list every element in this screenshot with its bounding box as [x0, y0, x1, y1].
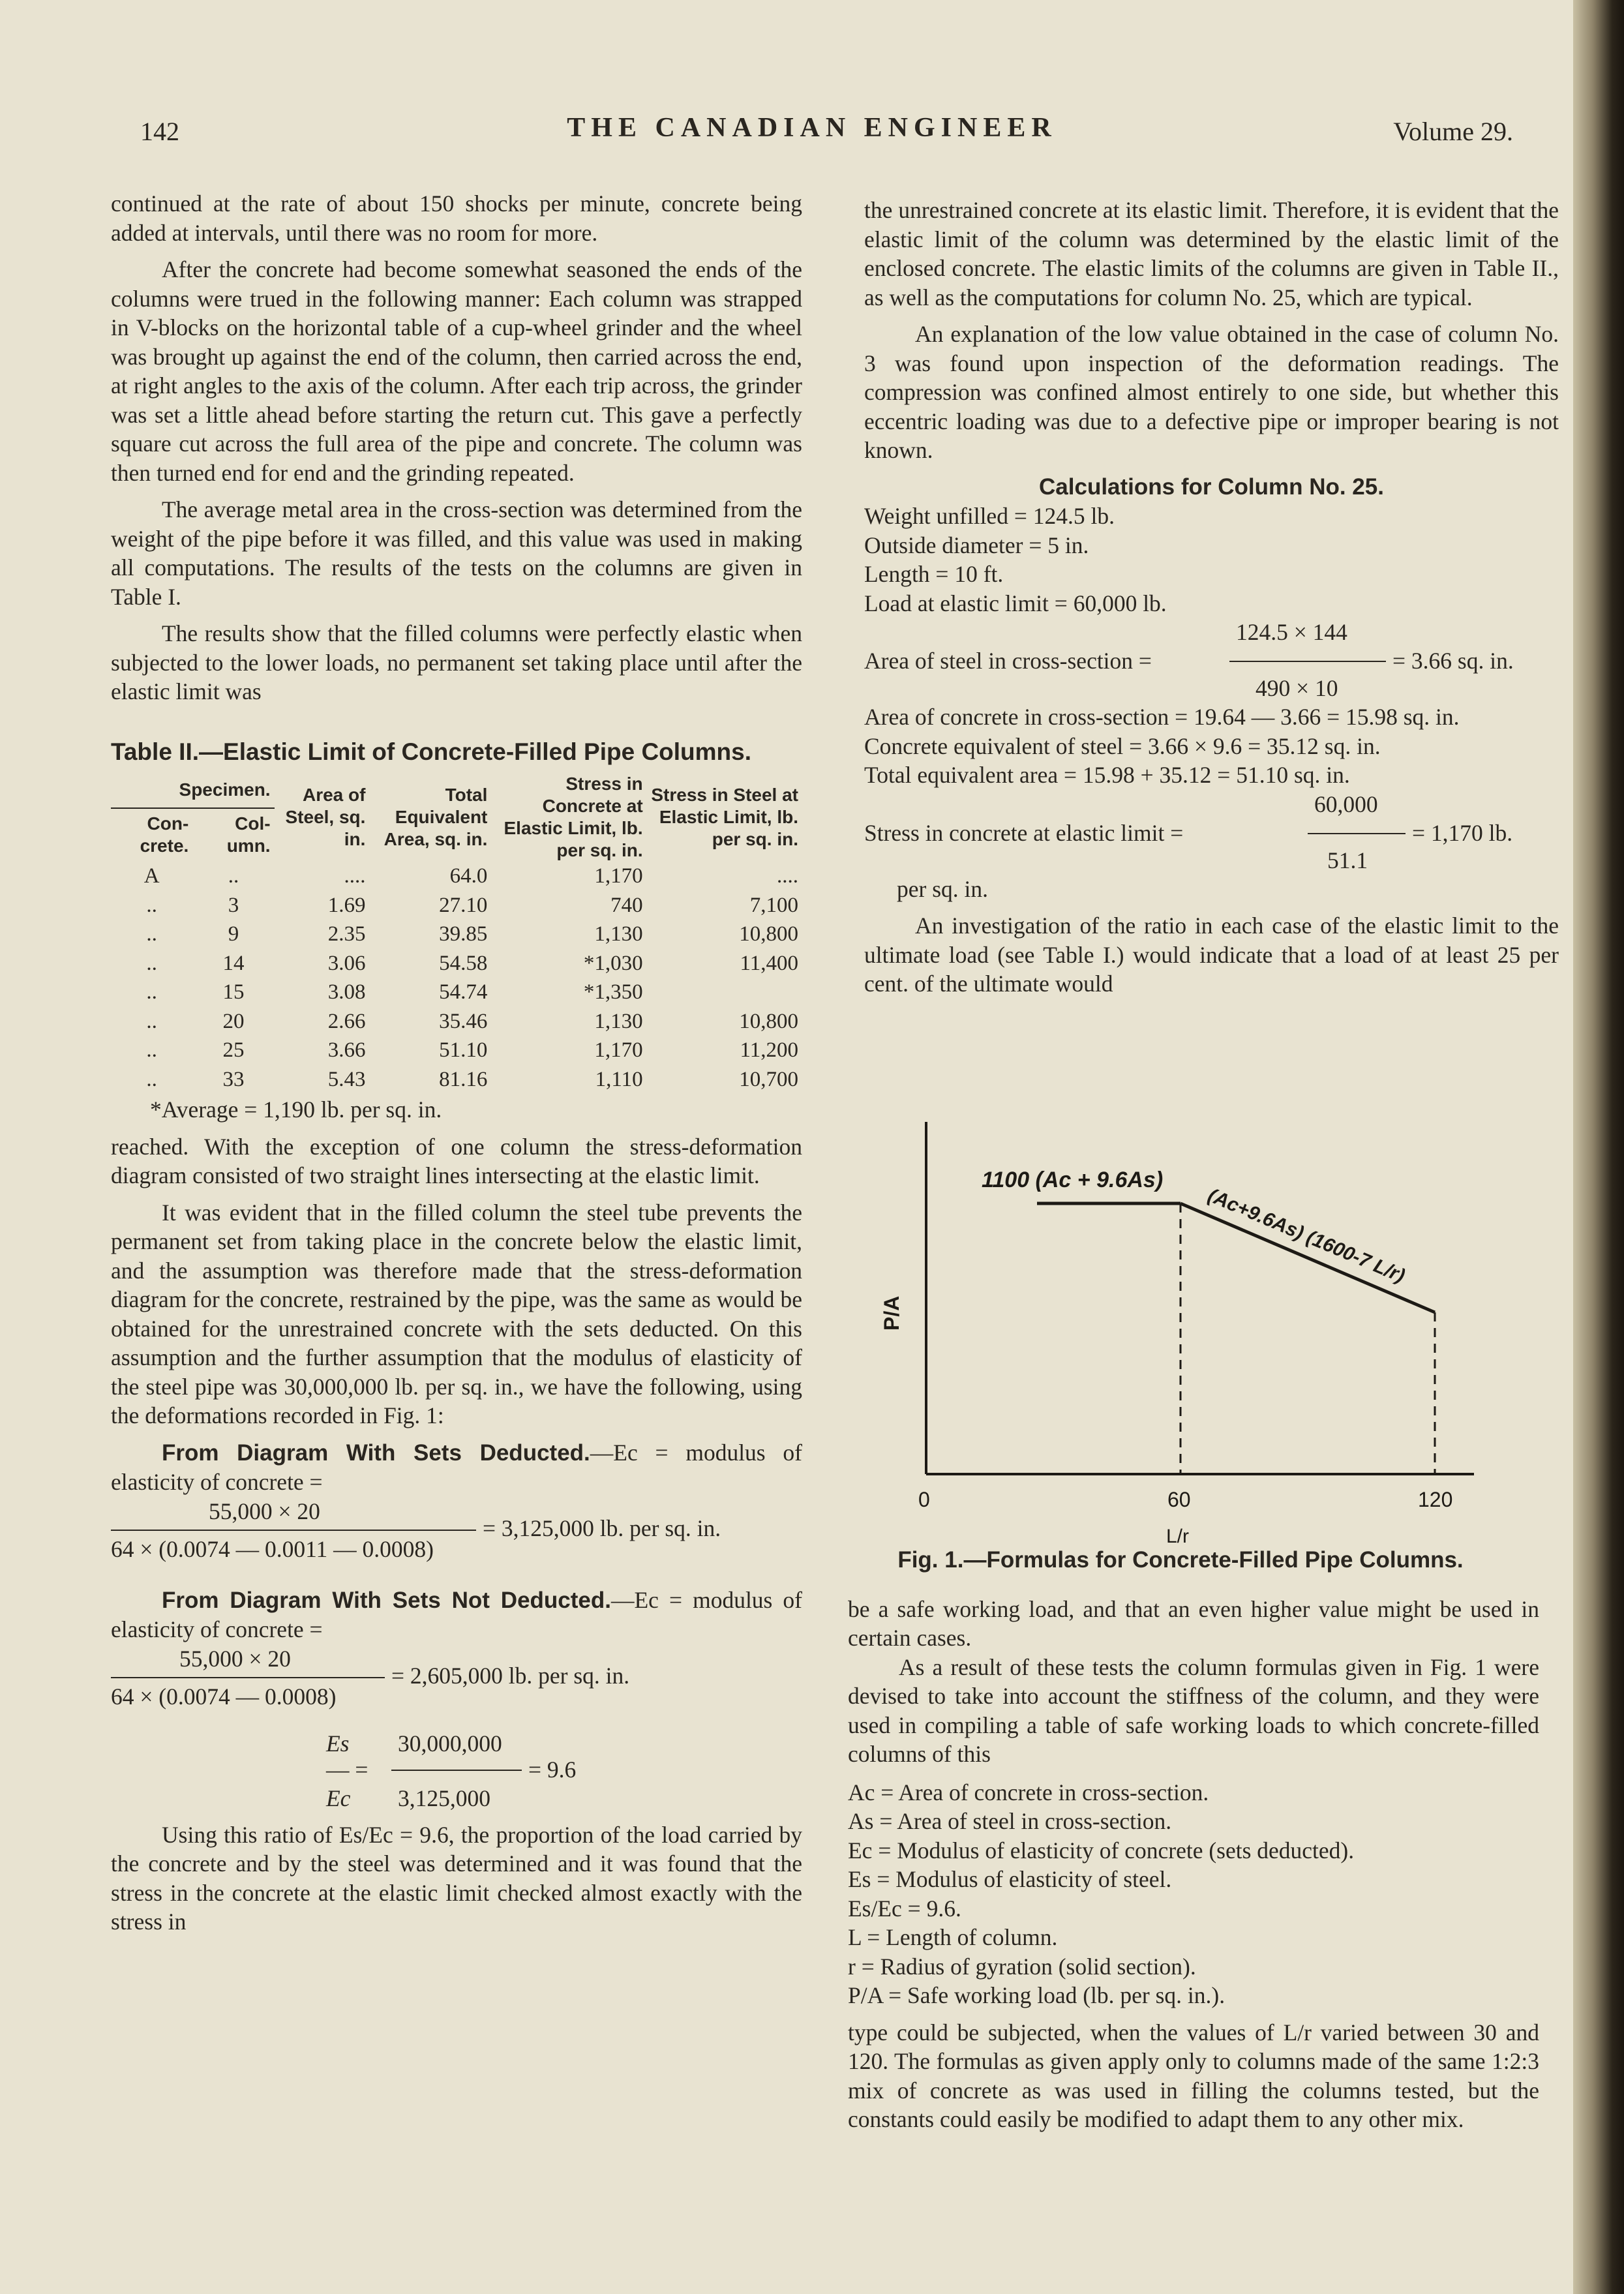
fraction-result: = 1,170 lb.	[1412, 819, 1513, 846]
definition-item: Es/Ec = 9.6.	[848, 1895, 961, 1922]
table-cell: 15	[222, 980, 245, 1004]
fraction-label: Area of steel in cross-section =	[864, 648, 1152, 674]
ratio-denominator: 3,125,000	[398, 1785, 490, 1811]
fraction-denominator: 51.1	[1327, 847, 1368, 873]
heading-text: —Ec = modulus of elasticity of concrete =	[111, 1586, 802, 1642]
calc-line: Weight unfilled = 124.5 lb.	[864, 503, 1115, 529]
definition-item: Ac = Area of concrete in cross-section.	[848, 1779, 1209, 1805]
table-cell: 1,170	[594, 864, 643, 888]
table-cell: 2.66	[327, 1009, 366, 1033]
table-cell: 81.16	[439, 1067, 488, 1091]
table-cell: 3	[228, 893, 239, 917]
calc-fraction-steel	[864, 618, 1559, 702]
fraction-denominator: 490 × 10	[1256, 675, 1338, 701]
table-cell: 1.69	[327, 893, 366, 917]
calc-line: Load at elastic limit = 60,000 lb.	[864, 590, 1167, 616]
ratio-formula	[111, 1729, 802, 1820]
table-row	[111, 862, 802, 891]
paragraph: The average metal area in the cross-section was determined from the weight of the pipe before it was filled, and this value was used in making all computations. The results of the tests on the columns are given in Table I.	[111, 496, 802, 610]
fraction-result: = 3.66 sq. in.	[1392, 648, 1514, 674]
table-cell: ..	[146, 893, 157, 917]
right-column-lower	[848, 1546, 1539, 2134]
table-row	[111, 920, 802, 949]
definition-item: r = Radius of gyration (solid section).	[848, 1953, 1196, 1980]
x-tick-60: 60	[1167, 1488, 1191, 1511]
x-tick-0: 0	[918, 1488, 930, 1511]
fraction-label: Stress in concrete at elastic limit =	[864, 819, 1184, 846]
table-cell: 740	[610, 893, 643, 917]
page-edge-shadow	[1573, 0, 1624, 2294]
table-cell: ....	[777, 864, 798, 888]
table-cell: 2.35	[327, 922, 366, 946]
table-note: *Average = 1,190 lb. per sq. in.	[150, 1096, 442, 1123]
ratio-result: = 9.6	[528, 1756, 577, 1783]
calc-title: Calculations for Column No. 25.	[1039, 474, 1384, 500]
formula-diagram	[880, 1122, 1487, 1572]
table-row	[111, 1036, 802, 1065]
x-axis-label: L/r	[1166, 1526, 1190, 1547]
table-body	[111, 862, 802, 1094]
definitions-list	[848, 1778, 1539, 2010]
table-header: Area of Steel, sq. in.	[285, 785, 366, 849]
paragraph: continued at the rate of about 150 shocks per minute, concrete being added at intervals, until there was no room for more.	[111, 190, 802, 246]
paragraph: be a safe working load, and that an even higher value might be used in certain cases.	[848, 1595, 1539, 1651]
table-cell: ....	[344, 864, 366, 888]
table-cell: 1,170	[594, 1038, 643, 1062]
formula-2	[111, 1644, 802, 1729]
calc-line: Area of concrete in cross-section = 19.64 — 3.66 = 15.98 sq. in.	[864, 704, 1460, 730]
table-cell: ..	[146, 980, 157, 1004]
definition-item: P/A = Safe working load (lb. per sq. in.).	[848, 1982, 1226, 2008]
table-header: Stress in Steel at Elastic Limit, lb. per sq. in.	[651, 785, 798, 849]
table-header: Col- umn.	[226, 813, 271, 856]
table-header: Total Equivalent Area, sq. in.	[383, 785, 488, 849]
fraction-line	[1229, 661, 1386, 662]
table-cell: 54.58	[439, 951, 488, 975]
formula-numerator: 55,000 × 20	[209, 1498, 320, 1524]
heading: From Diagram With Sets Not Deducted.	[162, 1587, 611, 1613]
formula-result: = 2,605,000 lb. per sq. in.	[391, 1662, 630, 1689]
table-cell: 39.85	[439, 922, 488, 946]
x-tick-120: 120	[1418, 1488, 1453, 1511]
table-cell: 1,130	[594, 922, 643, 946]
table-cell: 35.46	[439, 1009, 488, 1033]
paragraph: type could be subjected, when the values of L/r varied between 30 and 120. The formulas as given apply only to columns made of the same 1:2:3 mix of concrete as was used in filling the columns tested, but the constants could easily be modified to adapt them to any other mix.	[848, 2019, 1539, 2132]
table-cell: ..	[146, 951, 157, 975]
table-cell: 11,400	[740, 951, 798, 975]
table-cell: 33	[222, 1067, 245, 1091]
ratio-ec: Ec	[326, 1785, 351, 1811]
formula-denominator: 64 × (0.0074 — 0.0011 — 0.0008)	[111, 1535, 434, 1562]
fraction-line	[1308, 833, 1406, 834]
left-column	[111, 189, 802, 1937]
calc-line: Total equivalent area = 15.98 + 35.12 = 51.10 sq. in.	[864, 762, 1350, 788]
formula-label-2: (Ac+9.6As) (1600-7 L/r)	[1205, 1185, 1408, 1288]
table-cell: 1,130	[594, 1009, 643, 1033]
formula-result: = 3,125,000 lb. per sq. in.	[483, 1515, 721, 1541]
calc-line: Length = 10 ft.	[864, 561, 1004, 587]
table-cell: 27.10	[439, 893, 488, 917]
y-axis-label: P/A	[880, 1295, 903, 1331]
table-cell: 20	[222, 1009, 245, 1033]
table-cell: 7,100	[749, 893, 798, 917]
table-cell: 5.43	[327, 1067, 366, 1091]
table-2	[111, 738, 802, 1124]
paragraph: It was evident that in the filled column the steel tube prevents the permanent set from taking place in the concrete below the elastic limit, and the assumption was therefore made that the stress-deformation diagram for the concrete, restrained by the pipe, was the same as would be obtained for the unrestrained concrete with the sets deducted. On this assumption and the further assumption that the modulus of elasticity of the steel pipe was 30,000,000 lb. per sq. in., we have the following, using the deformations recorded in Fig. 1:	[111, 1199, 802, 1428]
table-row	[111, 1007, 802, 1036]
table-cell: 25	[222, 1038, 245, 1062]
table-title: Table II.—Elastic Limit of Concrete-Filled Pipe Columns.	[111, 738, 752, 765]
paragraph: Using this ratio of Es/Ec = 9.6, the proportion of the load carried by the concrete and by the steel was determined and it was found that the stress in the concrete at the elastic limit checked almost exactly with the stress in	[111, 1821, 802, 1935]
heading: From Diagram With Sets Deducted.	[162, 1440, 590, 1466]
calc-fraction-stress	[864, 790, 1559, 875]
right-column	[864, 196, 1559, 999]
figure-1	[880, 1122, 1487, 1572]
ratio-eq: — =	[326, 1756, 368, 1783]
paragraph: An explanation of the low value obtained in the case of column No. 3 was found upon inspection of the deformation readings. The compression was confined almost entirely to one side, but whether this eccentric loading was due to a defective pipe or improper bearing is not known.	[864, 321, 1559, 463]
elastic-limit-table	[111, 773, 802, 1094]
formula-line-sloped	[1180, 1203, 1435, 1312]
volume-label: Volume 29.	[1393, 117, 1513, 146]
table-cell	[647, 978, 802, 1007]
table-row	[111, 978, 802, 1007]
fraction-line	[111, 1530, 476, 1531]
definition-item: As = Area of steel in cross-section.	[848, 1808, 1172, 1834]
calc-line: per sq. in.	[897, 875, 989, 902]
calc-line: Concrete equivalent of steel = 3.66 × 9.6 = 35.12 sq. in.	[864, 732, 1381, 759]
paragraph: reached. With the exception of one column the stress-deformation diagram consisted of two straight lines intersecting at the elastic limit.	[111, 1133, 802, 1188]
table-row	[111, 1065, 802, 1094]
formula-1	[111, 1497, 802, 1582]
ratio-numerator: 30,000,000	[398, 1730, 502, 1757]
table-cell: 51.10	[439, 1038, 488, 1062]
definition-item: Es = Modulus of elasticity of steel.	[848, 1866, 1172, 1892]
table-cell: 64.0	[449, 864, 488, 888]
formula-heading	[111, 1586, 802, 1644]
table-cell: 14	[222, 951, 245, 975]
table-header: Stress in Concrete at Elastic Limit, lb. per sq. in.	[504, 774, 643, 860]
paragraph: As a result of these tests the column formulas given in Fig. 1 were devised to take into account the stiffness of the column, and they were used in compiling a table of safe working loads to which concrete-filled columns of this	[848, 1653, 1539, 1767]
table-cell: 10,800	[739, 922, 798, 946]
table-cell: 10,700	[739, 1067, 798, 1091]
table-cell: *1,030	[583, 951, 643, 975]
table-header: Specimen.	[111, 773, 275, 808]
definition-item: L = Length of column.	[848, 1924, 1058, 1950]
table-cell: ..	[228, 864, 239, 888]
ratio-es: Es	[326, 1730, 350, 1757]
paragraph: After the concrete had become somewhat seasoned the ends of the columns were trued in the following manner: Each column was strapped in V-blocks on the horizontal table of a cup-wheel grinder and the wheel was brought up against the end of the column, then carried across the end, at right angles to the axis of the column. After each trip across, the grinder was set a little ahead before starting the return cut. This gave a perfectly square cut across the full area of the pipe and concrete. The column was then turned end for end and the grinding repeated.	[111, 256, 802, 486]
formula-heading	[111, 1438, 802, 1497]
table-cell: 11,200	[740, 1038, 798, 1062]
table-cell: ..	[146, 1009, 157, 1033]
formula-label-1: 1100 (Ac + 9.6As)	[982, 1168, 1164, 1192]
table-cell: 1,110	[595, 1067, 643, 1091]
table-cell: ..	[146, 1038, 157, 1062]
table-cell: 9	[228, 922, 239, 946]
formula-numerator: 55,000 × 20	[179, 1645, 291, 1672]
table-cell: 54.74	[439, 980, 488, 1004]
table-cell: 3.08	[327, 980, 366, 1004]
fraction-line	[111, 1677, 385, 1678]
paragraph: The results show that the filled columns were perfectly elastic when subjected to the lower loads, no permanent set taking place until after the elastic limit was	[111, 620, 802, 704]
page-number: 142	[140, 117, 179, 146]
paragraph: An investigation of the ratio in each case of the elastic limit to the ultimate load (see Table I.) would indicate that a load of at least 25 per cent. of the ultimate would	[864, 913, 1559, 997]
formula-denominator: 64 × (0.0074 — 0.0008)	[111, 1683, 337, 1710]
table-cell: ..	[146, 922, 157, 946]
table-header: Con- crete.	[140, 813, 189, 856]
journal-title: THE CANADIAN ENGINEER	[567, 113, 1057, 143]
table-cell: 10,800	[739, 1009, 798, 1033]
fraction-line	[391, 1770, 522, 1771]
paragraph: the unrestrained concrete at its elastic limit. Therefore, it is evident that the elastic limit of the column was determined by the elastic limit of the enclosed concrete. The elastic limits of the columns are given in Table II., as well as the computations for column No. 25, which are typical.	[864, 197, 1559, 310]
table-cell: 3.66	[327, 1038, 366, 1062]
fraction-numerator: 124.5 × 144	[1236, 619, 1347, 645]
definition-item: Ec = Modulus of elasticity of concrete (sets deducted).	[848, 1837, 1355, 1864]
fraction-numerator: 60,000	[1314, 791, 1378, 817]
table-row	[111, 891, 802, 920]
table-cell: *1,350	[583, 980, 643, 1004]
calc-line: Outside diameter = 5 in.	[864, 532, 1089, 558]
table-cell: 3.06	[327, 951, 366, 975]
heading-text: —Ec = modulus of elasticity of concrete =	[111, 1439, 802, 1495]
table-cell: A	[143, 864, 160, 888]
table-cell: ..	[146, 1067, 157, 1091]
figure-caption: Fig. 1.—Formulas for Concrete-Filled Pipe Columns.	[897, 1547, 1464, 1573]
table-row	[111, 949, 802, 978]
